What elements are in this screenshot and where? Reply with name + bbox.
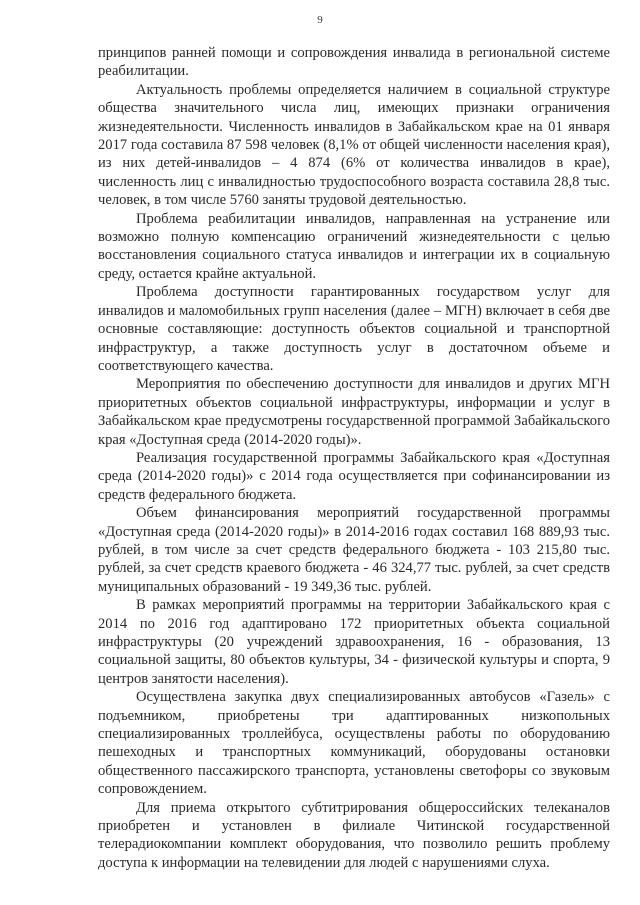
paragraph-relevance: Актуальность проблемы определяется наличием в социальной структуре общества значительного числа лиц, имеющих признаки ограничения жизнедеятельности. Численность инвалидов в Забайкальском крае на 01 января 2017 года составила 87 598 человек (8,1% от общей численности населения края), из них детей-инвалидов – 4 874 (6% от количества инвалидов в крае), численность лиц с инвалидностью трудоспособного возраста составила 28,8 тыс. человек, в том числе 5760 заняты трудовой деятельностью. bbox=[98, 81, 610, 209]
paragraph-adapted-objects: В рамках мероприятий программы на территории Забайкальского края с 2014 по 2016 год адаптировано 172 приоритетных объекта социальной инфраструктуры (20 учреждений здравоохранения, 16 - образования, 13 социальной защиты, 80 объектов культуры, 34 - физической культуры и спорта, 9 центров занятости населения). bbox=[98, 597, 610, 687]
paragraph-continuation: принципов ранней помощи и сопровождения инвалида в региональной системе реабилитации. bbox=[98, 45, 610, 80]
paragraph-subtitling: Для приема открытого субтитрирования общероссийских телеканалов приобретен и установлен в филиале Читинской государственной телерадиокомпании комплект оборудования, что позволило решить проблему доступа к информации на телевидении для людей с нарушениями слуха. bbox=[98, 799, 610, 871]
page-number: 9 bbox=[317, 14, 323, 26]
paragraph-accessibility-problem: Проблема доступности гарантированных государством услуг для инвалидов и маломобильных групп населения (далее – МГН) включает в себя две основные составляющие: доступность объектов социальной и транспортной инфраструктур, а также доступность услуг в достаточном объеме и соответствующего качества. bbox=[98, 284, 610, 374]
paragraph-transport: Осуществлена закупка двух специализированных автобусов «Газель» с подъемником, приобретены три адаптированных низкопольных специализированных троллейбуса, осуществлены работы по оборудованию пешеходных и транспортных коммуникаций, оборудованы остановки общественного пассажирского транспорта, установлены светофоры со звуковым сопровождением. bbox=[98, 689, 610, 798]
paragraph-program-implementation: Реализация государственной программы Забайкальского края «Доступная среда (2014-2020 годы)» с 2014 года осуществляется при софинансировании из средств федерального бюджета. bbox=[98, 449, 610, 503]
paragraph-accessibility-measures: Мероприятия по обеспечению доступности для инвалидов и других МГН приоритетных объектов социальной инфраструктуры, информации и услуг в Забайкальском крае предусмотрены государственной программой Забайкальского края «Доступная среда (2014-2020 годы)». bbox=[98, 376, 610, 448]
document-body bbox=[98, 44, 610, 872]
paragraph-rehabilitation-problem: Проблема реабилитации инвалидов, направленная на устранение или возможно полную компенсацию ограничений жизнедеятельности с целью восстановления социального статуса инвалидов и интеграции их в социальную среду, остается крайне актуальной. bbox=[98, 210, 610, 282]
paragraph-financing: Объем финансирования мероприятий государственной программы «Доступная среда (2014-2020 годы)» в 2014-2016 годах составил 168 889,93 тыс. рублей, в том числе за счет средств федерального бюджета - 103 215,80 тыс. рублей, за счет средств краевого бюджета - 46 324,77 тыс. рублей, за счет средств муниципальных образований - 19 349,36 тыс. рублей. bbox=[98, 505, 610, 595]
